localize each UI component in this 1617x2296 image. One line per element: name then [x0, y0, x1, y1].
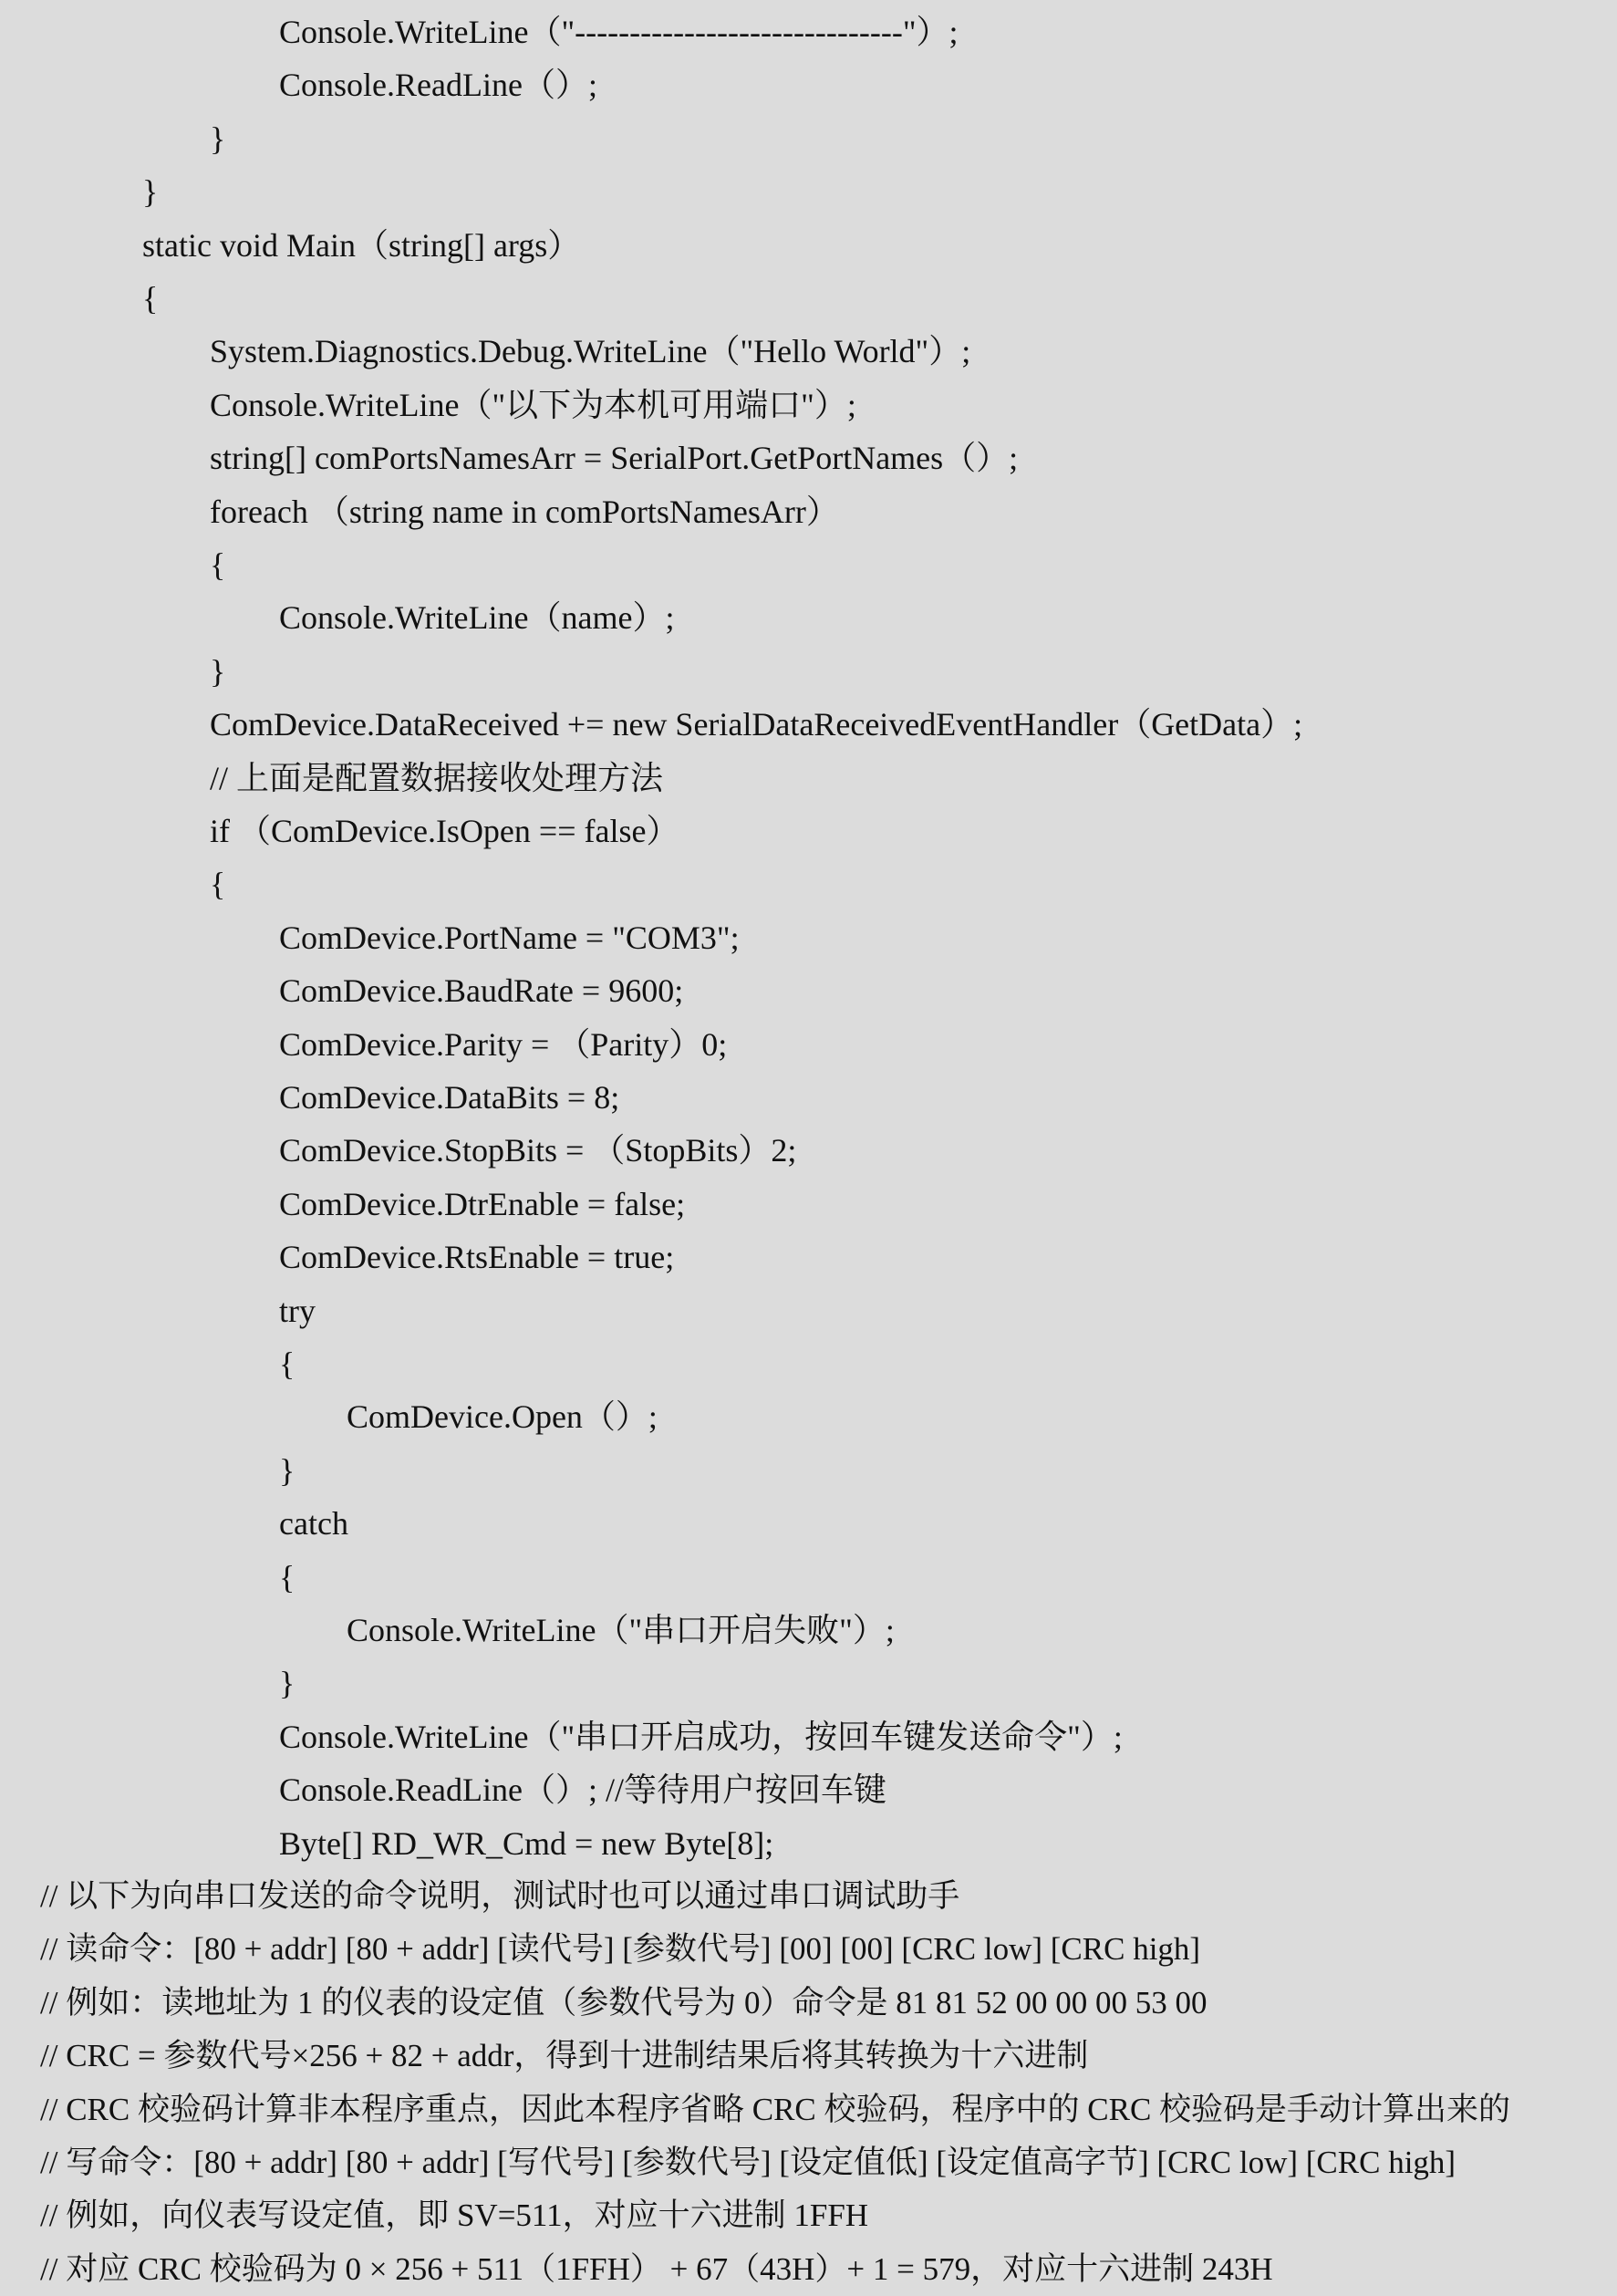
code-line: { — [210, 546, 226, 583]
code-line: { — [210, 866, 226, 903]
code-comment: // 以下为向串口发送的命令说明，测试时也可以通过串口调试助手 — [40, 1878, 960, 1914]
code-line: Console.WriteLine（"以下为本机可用端口"）; — [210, 386, 856, 423]
code-line: ComDevice.PortName = "COM3"; — [279, 919, 740, 956]
code-line: ComDevice.StopBits = （StopBits）2; — [279, 1132, 797, 1169]
code-line: } — [279, 1451, 295, 1489]
code-line: ComDevice.RtsEnable = true; — [279, 1239, 675, 1276]
code-line: if （ComDevice.IsOpen == false） — [210, 813, 679, 849]
code-line: Byte[] RD_WR_Cmd = new Byte[8]; — [279, 1824, 774, 1862]
code-line: } — [279, 1665, 295, 1702]
code-line: { — [142, 280, 159, 317]
code-line: static void Main（string[] args） — [142, 226, 581, 264]
code-line: Console.WriteLine（"串口开启失败"）; — [347, 1612, 895, 1648]
code-line: foreach （string name in comPortsNamesArr） — [210, 493, 839, 530]
code-comment: // CRC 校验码计算非本程序重点，因此本程序省略 CRC 校验码，程序中的 CRC 校验码是手动计算出来的 — [40, 2091, 1511, 2127]
code-line: ComDevice.Parity = （Parity）0; — [279, 1025, 728, 1063]
code-line: string[] comPortsNamesArr = SerialPort.GetPortNames（）; — [210, 440, 1019, 477]
code-line: System.Diagnostics.Debug.WriteLine（"Hello World"）; — [210, 333, 971, 370]
code-comment: // 例如，向仪表写设定值，即 SV=511，对应十六进制 1FFH — [40, 2197, 869, 2234]
code-line: try — [279, 1292, 316, 1329]
code-line: Console.WriteLine（name）; — [279, 599, 675, 637]
code-line: ComDevice.Open（）; — [347, 1398, 658, 1436]
code-line: ComDevice.DataReceived += new SerialDataReceivedEventHandler（GetData）; — [210, 706, 1303, 743]
code-comment: // 上面是配置数据接收处理方法 — [210, 759, 664, 796]
code-line: ComDevice.DtrEnable = false; — [279, 1185, 686, 1222]
code-line: { — [279, 1558, 295, 1595]
code-comment: // 读命令：[80 + addr] [80 + addr] [读代号] [参数代号] [00] [00] [CRC low] [CRC high] — [40, 1931, 1201, 1968]
code-line: ComDevice.DataBits = 8; — [279, 1079, 620, 1116]
code-line: } — [210, 652, 226, 690]
code-comment: // CRC = 参数代号×256 + 82 + addr，得到十进制结果后将其转换为十六进制 — [40, 2038, 1089, 2074]
code-line: Console.WriteLine（"串口开启成功，按回车键发送命令"）; — [279, 1718, 1123, 1755]
code-line: { — [279, 1345, 295, 1382]
code-line: catch — [279, 1505, 348, 1543]
code-line: Console.ReadLine（）; //等待用户按回车键 — [279, 1771, 886, 1809]
code-comment: // 对应 CRC 校验码为 0 × 256 + 511（1FFH） + 67（43H）+ 1 = 579，对应十六进制 243H — [40, 2250, 1273, 2287]
code-line: } — [142, 173, 159, 211]
code-line: Console.WriteLine（"------------------------------"）; — [279, 14, 959, 50]
code-line: Console.ReadLine（）; — [279, 67, 597, 104]
code-comment: // 写命令：[80 + addr] [80 + addr] [写代号] [参数代号] [设定值低] [设定值高字节] [CRC low] [CRC high] — [40, 2145, 1456, 2180]
code-comment: // 例如：读地址为 1 的仪表的设定值（参数代号为 0）命令是 81 81 52 00 00 00 53 00 — [40, 1984, 1208, 2021]
code-line: } — [210, 119, 226, 157]
code-line: ComDevice.BaudRate = 9600; — [279, 972, 684, 1010]
